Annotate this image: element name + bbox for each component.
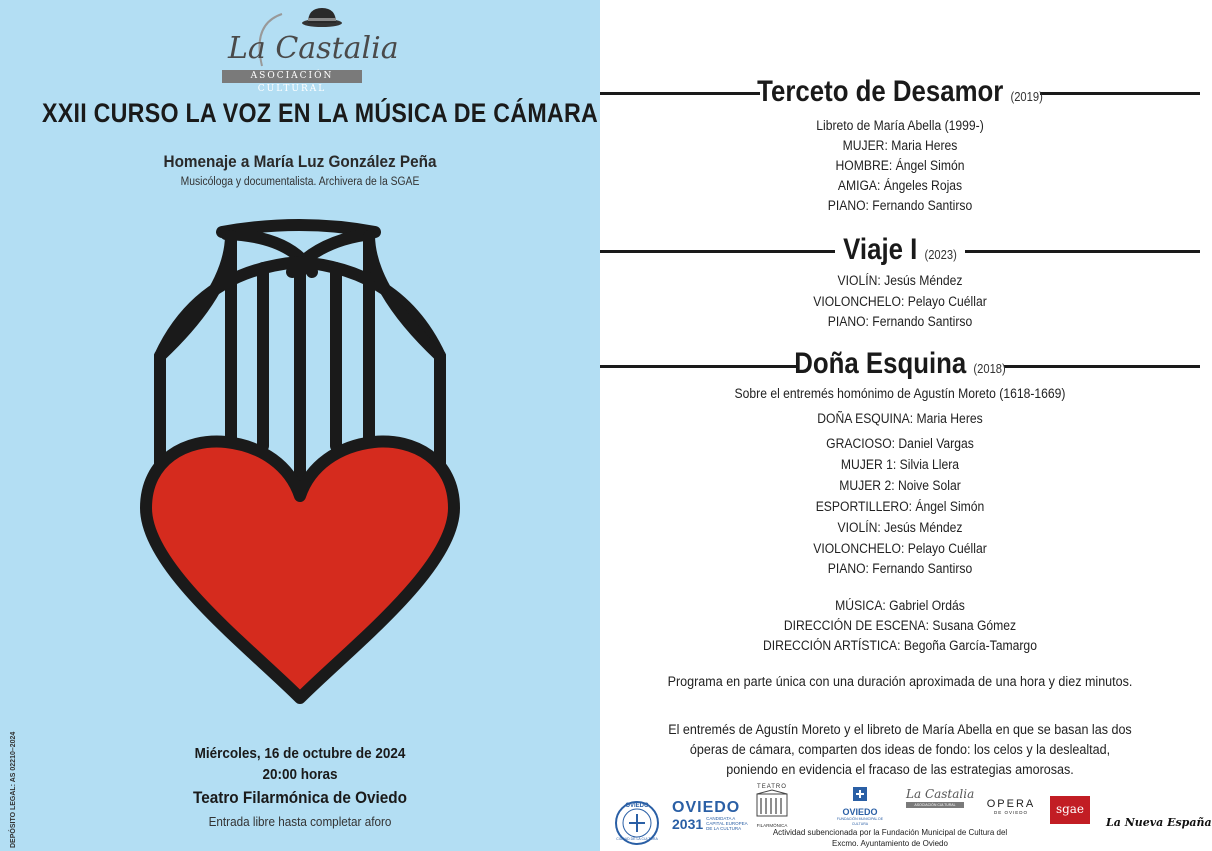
castalia-logo xyxy=(222,4,399,94)
closing-line: El entremés de Agustín Moreto y el libreto de María Abella en que se basan las dos xyxy=(668,722,1132,737)
legal-deposit: DEPÓSITO LEGAL: AS 02210–2024 xyxy=(10,731,17,848)
credit-line: VIOLÍN: Jesús Méndez xyxy=(837,273,963,288)
opera-name: OPERA xyxy=(986,798,1036,810)
castalia-small-logo xyxy=(906,786,975,816)
oviedo-seal-subtext: CIUDAD DE LA CULTURA xyxy=(616,837,658,841)
sponsor-note-line: Excmo. Ayuntamiento de Oviedo xyxy=(832,839,948,848)
credit-line: DOÑA ESQUINA: Maria Heres xyxy=(817,411,983,426)
credit-line: HOMBRE: Ángel Simón xyxy=(835,158,965,173)
opera-subtext: DE OVIEDO xyxy=(993,810,1028,815)
credit-line: MUJER: Maria Heres xyxy=(842,138,958,153)
closing-line: poniendo en evidencia el fracaso de las estrategias amorosas. xyxy=(726,762,1074,777)
teatro-filarmonica-logo xyxy=(752,784,792,830)
sponsor-note-line: Actividad subencionada por la Fundación Municipal de Cultura del xyxy=(772,828,1008,837)
oviedo-seal-text: OVIEDO xyxy=(625,803,649,809)
work-title-text: Doña Esquina xyxy=(794,347,967,380)
credit-line: GRACIOSO: Daniel Vargas xyxy=(826,436,974,451)
castalia-logo-tagline: ASOCIACIÓN CULTURAL xyxy=(222,70,362,83)
work-title-dona-esquina xyxy=(642,346,1158,387)
fmc-subtext: FUNDACIÓN MUNICIPAL DE CULTURA xyxy=(836,817,884,826)
tribute-title: Homenaje a María Luz González Peña xyxy=(163,152,437,171)
poster-left-panel xyxy=(0,0,600,851)
closing-line: óperas de cámara, comparten dos ideas de fondo: los celos y la deslealtad, xyxy=(689,742,1111,757)
tribute-subtitle: Musicóloga y documentalista. Archivera de la SGAE xyxy=(180,176,420,188)
staff-line: MÚSICA: Gabriel Ordás xyxy=(835,598,965,613)
staff-line: DIRECCIÓN ARTÍSTICA: Begoña García-Tamargo xyxy=(763,638,1037,653)
theater-facade-icon xyxy=(755,790,789,818)
sgae-logo xyxy=(1050,796,1090,824)
fmc-name: OVIEDO xyxy=(842,807,878,817)
oviedo-seal-logo xyxy=(614,800,660,846)
duration-note: Programa en parte única con una duración aproximada de una hora y diez minutos. xyxy=(667,674,1133,689)
fmc-oviedo-logo xyxy=(832,786,888,824)
credit-line: VIOLONCHELO: Pelayo Cuéllar xyxy=(813,294,987,309)
castalia-small-tagline: ASOCIACIÓN CULTURAL xyxy=(906,802,964,808)
work-year: (2023) xyxy=(924,247,957,262)
heart-cage-illustration xyxy=(0,210,600,730)
credit-line: PIANO: Fernando Santirso xyxy=(827,314,973,329)
credit-line: VIOLÍN: Jesús Méndez xyxy=(837,520,963,535)
credit-line: ESPORTILLERO: Ángel Simón xyxy=(815,499,985,514)
oviedo-2031-name: OVIEDO xyxy=(672,799,741,816)
sgae-name: sgae xyxy=(1055,802,1085,816)
staff-line: DIRECCIÓN DE ESCENA: Susana Gómez xyxy=(783,618,1017,633)
work-year: (2019) xyxy=(1010,89,1043,104)
credit-line: MUJER 1: Silvia Llera xyxy=(840,457,960,472)
program-right-panel xyxy=(600,0,1212,851)
work-title-text: Viaje I xyxy=(843,233,918,266)
opera-oviedo-logo xyxy=(982,798,1040,820)
oviedo-2031-logo xyxy=(672,800,752,840)
event-entry: Entrada libre hasta completar aforo xyxy=(208,814,392,829)
fmc-emblem-icon xyxy=(852,786,868,802)
work-subtitle: Sobre el entremés homónimo de Agustín Moreto (1618-1669) xyxy=(734,386,1066,401)
oviedo-2031-subtext: CANDIDATA A CAPITAL EUROPEA DE LA CULTURA xyxy=(706,816,748,831)
event-time: 20:00 horas xyxy=(262,766,338,783)
oviedo-2031-row xyxy=(672,816,752,832)
work-title-viaje xyxy=(642,232,1158,273)
work-title-text: Terceto de Desamor xyxy=(757,75,1004,108)
credit-line: VIOLONCHELO: Pelayo Cuéllar xyxy=(813,541,987,556)
teatro-label: TEATRO xyxy=(757,784,787,790)
event-date: Miércoles, 16 de octubre de 2024 xyxy=(194,745,406,762)
castalia-small-name: La Castalia xyxy=(906,787,975,801)
la-nueva-espana-logo: La Nueva España xyxy=(1106,816,1212,829)
credit-line: MUJER 2: Noive Solar xyxy=(839,478,961,493)
credit-line: AMIGA: Ángeles Rojas xyxy=(837,178,963,193)
credit-line: Libreto de María Abella (1999-) xyxy=(816,118,984,133)
work-year: (2018) xyxy=(973,361,1006,376)
credit-line: PIANO: Fernando Santirso xyxy=(827,561,973,576)
credit-line: PIANO: Fernando Santirso xyxy=(827,198,973,213)
work-title-terceto xyxy=(642,74,1158,115)
castalia-logo-name: La Castalia xyxy=(228,31,399,66)
oviedo-2031-year: 2031 xyxy=(672,816,704,832)
page-title: XXII CURSO LA VOZ EN LA MÚSICA DE CÁMARA xyxy=(42,98,599,128)
event-venue: Teatro Filarmónica de Oviedo xyxy=(193,788,407,807)
teatro-sublabel: FILARMÓNICA xyxy=(756,823,788,828)
